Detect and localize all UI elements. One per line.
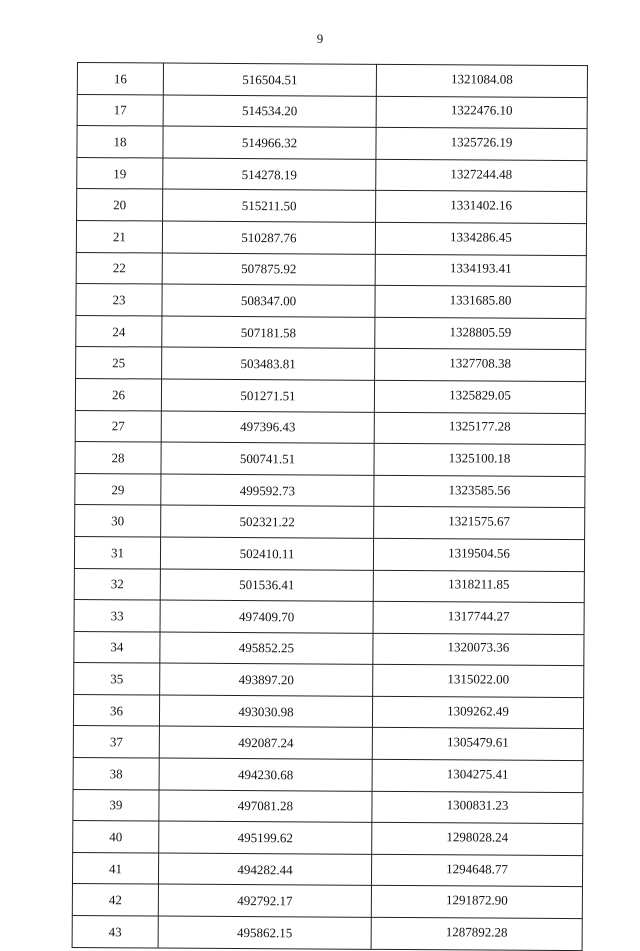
point-number-cell: 43	[72, 916, 158, 948]
y-coordinate-cell: 1317744.27	[373, 601, 584, 634]
x-coordinate-cell: 494230.68	[159, 758, 372, 791]
x-coordinate-cell: 494282.44	[158, 853, 371, 886]
table-row	[75, 442, 585, 477]
x-coordinate-cell: 497396.43	[161, 411, 374, 444]
point-number-cell: 41	[72, 852, 158, 884]
x-coordinate-cell: 495852.25	[160, 632, 373, 665]
table-row	[75, 378, 585, 413]
point-number-cell: 24	[76, 315, 162, 347]
table-row	[77, 94, 587, 129]
table-row	[72, 884, 582, 919]
y-coordinate-cell: 1315022.00	[373, 665, 584, 698]
point-number-cell: 35	[74, 663, 160, 695]
y-coordinate-cell: 1319504.56	[373, 538, 584, 571]
table-row	[76, 284, 586, 319]
table-row	[75, 505, 585, 540]
x-coordinate-cell: 514534.20	[163, 95, 376, 128]
point-number-cell: 26	[75, 378, 161, 410]
point-number-cell: 29	[75, 473, 161, 505]
y-coordinate-cell: 1291872.90	[371, 886, 582, 919]
table-row	[74, 663, 584, 698]
x-coordinate-cell: 503483.81	[162, 347, 375, 380]
y-coordinate-cell: 1323585.56	[374, 475, 585, 508]
table-row	[73, 758, 583, 793]
x-coordinate-cell: 499592.73	[161, 474, 374, 507]
x-coordinate-cell: 502410.11	[160, 537, 373, 570]
y-coordinate-cell: 1325829.05	[374, 380, 585, 413]
point-number-cell: 27	[75, 410, 161, 442]
table-row	[77, 189, 587, 224]
point-number-cell: 40	[73, 821, 159, 853]
y-coordinate-cell: 1325726.19	[376, 128, 587, 161]
table-row	[76, 220, 586, 255]
point-number-cell: 23	[76, 284, 162, 316]
table-row	[77, 126, 587, 161]
x-coordinate-cell: 497081.28	[159, 790, 372, 823]
table-row	[76, 347, 586, 382]
x-coordinate-cell: 502321.22	[161, 505, 374, 538]
y-coordinate-cell: 1318211.85	[373, 570, 584, 603]
point-number-cell: 37	[73, 726, 159, 758]
point-number-cell: 39	[73, 789, 159, 821]
x-coordinate-cell: 493030.98	[159, 695, 372, 728]
y-coordinate-cell: 1321575.67	[374, 507, 585, 540]
x-coordinate-cell: 497409.70	[160, 600, 373, 633]
point-number-cell: 33	[74, 600, 160, 632]
x-coordinate-cell: 515211.50	[163, 189, 376, 222]
table-row	[75, 410, 585, 445]
table-row	[73, 821, 583, 856]
table-row	[73, 694, 583, 729]
y-coordinate-cell: 1325100.18	[374, 443, 585, 476]
y-coordinate-cell: 1322476.10	[376, 96, 587, 129]
point-number-cell: 34	[74, 631, 160, 663]
y-coordinate-cell: 1334286.45	[375, 222, 586, 255]
table-row	[76, 315, 586, 350]
point-number-cell: 20	[77, 189, 163, 221]
table-row	[77, 63, 587, 98]
x-coordinate-cell: 501271.51	[161, 379, 374, 412]
table-row	[72, 852, 582, 887]
x-coordinate-cell: 492087.24	[159, 726, 372, 759]
point-number-cell: 32	[74, 568, 160, 600]
y-coordinate-cell: 1327244.48	[376, 159, 587, 192]
y-coordinate-cell: 1327708.38	[375, 349, 586, 382]
y-coordinate-cell: 1304275.41	[372, 759, 583, 792]
y-coordinate-cell: 1320073.36	[373, 633, 584, 666]
x-coordinate-cell: 495199.62	[159, 821, 372, 854]
y-coordinate-cell: 1294648.77	[371, 854, 582, 887]
table-row	[73, 726, 583, 761]
y-coordinate-cell: 1331685.80	[375, 285, 586, 318]
point-number-cell: 28	[75, 442, 161, 474]
y-coordinate-cell: 1328805.59	[375, 317, 586, 350]
table-row	[73, 789, 583, 824]
point-number-cell: 16	[77, 63, 163, 95]
x-coordinate-cell: 508347.00	[162, 284, 375, 317]
table-row	[77, 157, 587, 192]
table-row	[74, 600, 584, 635]
y-coordinate-cell: 1305479.61	[372, 728, 583, 761]
x-coordinate-cell: 495862.15	[158, 916, 371, 949]
point-number-cell: 30	[75, 505, 161, 537]
point-number-cell: 38	[73, 758, 159, 790]
x-coordinate-cell: 507875.92	[162, 253, 375, 286]
table-row	[74, 536, 584, 571]
page-number: 9	[316, 31, 324, 46]
y-coordinate-cell: 1321084.08	[376, 64, 587, 97]
y-coordinate-cell: 1309262.49	[372, 696, 583, 729]
table-row	[76, 252, 586, 287]
x-coordinate-cell: 510287.76	[162, 221, 375, 254]
point-number-cell: 25	[76, 347, 162, 379]
y-coordinate-cell: 1298028.24	[372, 823, 583, 856]
y-coordinate-cell: 1325177.28	[374, 412, 585, 445]
table-row	[74, 568, 584, 603]
point-number-cell: 31	[74, 536, 160, 568]
table-row	[75, 473, 585, 508]
x-coordinate-cell: 507181.58	[162, 316, 375, 349]
point-number-cell: 42	[72, 884, 158, 916]
table-row	[72, 916, 582, 951]
point-number-cell: 36	[73, 694, 159, 726]
x-coordinate-cell: 492792.17	[158, 884, 371, 917]
point-number-cell: 19	[77, 157, 163, 189]
point-number-cell: 18	[77, 126, 163, 158]
coordinates-table-body	[72, 63, 587, 951]
y-coordinate-cell: 1334193.41	[375, 254, 586, 287]
table-row	[74, 631, 584, 666]
y-coordinate-cell: 1287892.28	[371, 917, 582, 950]
x-coordinate-cell: 514278.19	[163, 158, 376, 191]
point-number-cell: 21	[76, 220, 162, 252]
point-number-cell: 22	[76, 252, 162, 284]
x-coordinate-cell: 493897.20	[160, 663, 373, 696]
x-coordinate-cell: 501536.41	[160, 569, 373, 602]
y-coordinate-cell: 1331402.16	[376, 191, 587, 224]
x-coordinate-cell: 500741.51	[161, 442, 374, 475]
x-coordinate-cell: 514966.32	[163, 126, 376, 159]
point-number-cell: 17	[77, 94, 163, 126]
y-coordinate-cell: 1300831.23	[372, 791, 583, 824]
coordinates-table	[72, 62, 588, 951]
x-coordinate-cell: 516504.51	[163, 63, 376, 96]
